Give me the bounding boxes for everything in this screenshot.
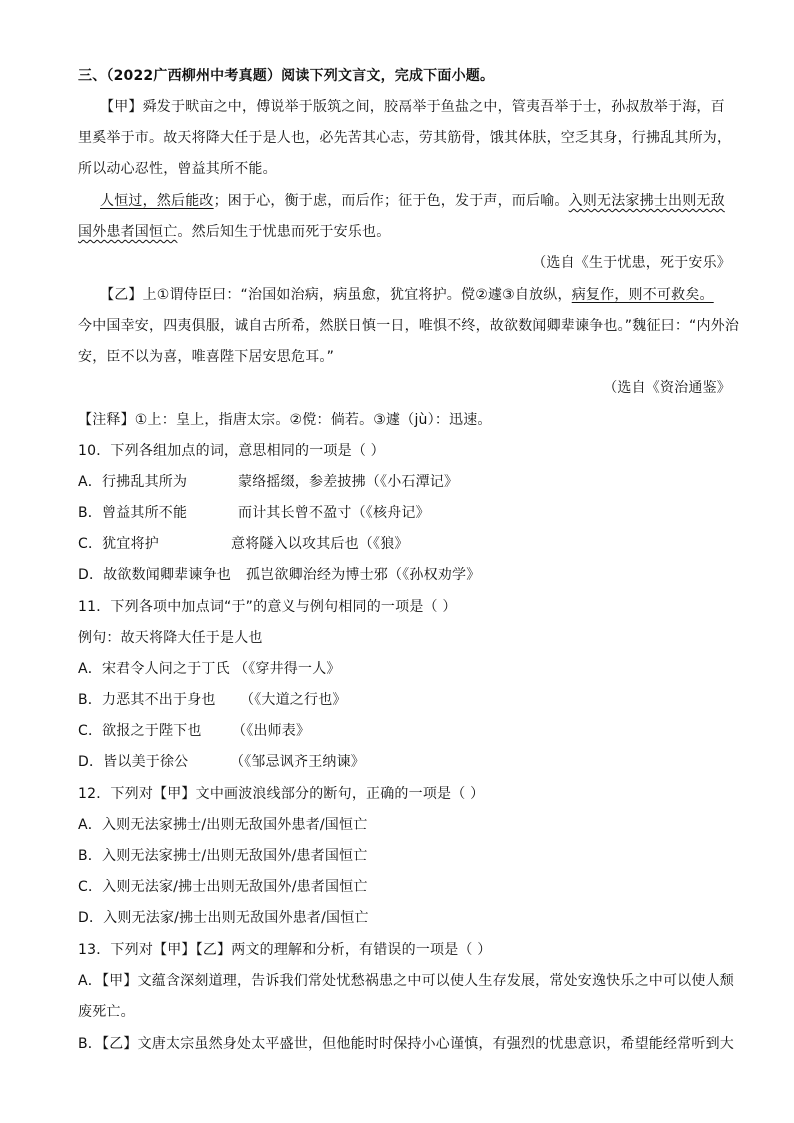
- answer-option: A．入则无法家拂士/出则无敌国外患者/国恒亡: [78, 817, 368, 833]
- option-text: D．皆以美于徐公: [78, 754, 189, 770]
- option-text: A．行拂乱其所为: [78, 474, 188, 490]
- answer-option: [78, 503, 430, 523]
- answer-option: A．【甲】文蕴含深刻道理，告诉我们常处忧愁祸患之中可以使人生存发展，常处安逸快乐之中可以使人颓: [78, 973, 734, 989]
- passage-jia-line: 所以动心忍性，曾益其所不能。: [78, 161, 277, 177]
- answer-option: [78, 721, 310, 741]
- section-header: 三、（2022广西柳州中考真题）阅读下列文言文，完成下面小题。: [78, 68, 495, 84]
- passage-jia-paragraph: [78, 222, 390, 242]
- wavy-underlined-phrase: 国外患者国恒亡: [78, 224, 178, 240]
- passage-jia-paragraph: [100, 191, 725, 211]
- answer-option: [78, 752, 365, 772]
- annotation-note: 【注释】①上：皇上，指唐太宗。②傥：倘若。③遽（jù）：迅速。: [78, 412, 492, 428]
- answer-option: [78, 690, 347, 710]
- answer-option: B．【乙】文唐太宗虽然身处太平盛世，但他能时时保持小心谨慎，有强烈的忧患意识，希望能经常听到大: [78, 1036, 735, 1052]
- passage-text: ；困于心，衡于虑，而后作；征于色，发于声，而后喻。: [213, 193, 569, 209]
- option-reference: （《穿井得一人》: [234, 661, 341, 677]
- answer-option: [78, 659, 341, 679]
- underlined-phrase: 人恒过，然后能改: [100, 193, 214, 209]
- answer-option: [78, 534, 409, 554]
- option-reference: 孤岂欲卿治经为博士邪（《孙权劝学》: [246, 567, 481, 583]
- passage-yi-line: [100, 285, 714, 305]
- question-stem: 12．下列对【甲】文中画波浪线部分的断句，正确的一项是（ ）: [78, 786, 485, 802]
- source-citation: （选自《资治通鉴》: [603, 380, 731, 396]
- underlined-phrase: 病复作，则不可救矣。: [571, 287, 714, 303]
- answer-option: D．入则无法家/拂士出则无敌国外患者/国恒亡: [78, 910, 369, 926]
- option-reference: 蒙络摇缀，参差披拂（《小石潭记》: [238, 474, 459, 490]
- passage-jia-line: 里奚举于市。故天将降大任于是人也，必先苦其心志，劳其筋骨，饿其体肤，空乏其身，行拂乱其所为，: [78, 130, 732, 146]
- option-text: C．欲报之于陛下也: [78, 723, 202, 739]
- option-reference: （《大道之行也》: [240, 692, 347, 708]
- option-reference: 意将隧入以攻其后也（《狼》: [231, 536, 409, 552]
- option-text: C．犹宜将护: [78, 536, 159, 552]
- option-reference: 而计其长曾不盈寸（《核舟记》: [238, 505, 430, 521]
- answer-option: [78, 472, 458, 492]
- question-stem: 11．下列各项中加点词“于”的意义与例句相同的一项是（ ）: [78, 599, 457, 615]
- option-text: D．故欲数闻卿辈谏争也: [78, 567, 231, 583]
- passage-jia-line: 【甲】舜发于畎亩之中，傅说举于版筑之间，胶鬲举于鱼盐之中，管夷吾举于士，孙叔敖举于海，百: [100, 99, 725, 115]
- example-sentence: 例句：故天将降大任于是人也: [78, 630, 263, 646]
- option-reference: （《出师表》: [232, 723, 311, 739]
- passage-text: 。然后知生于忧患而死于安乐也。: [177, 224, 391, 240]
- option-reference: （《邹忌讽齐王纳谏》: [230, 754, 365, 770]
- option-text: B．力恶其不出于身也: [78, 692, 216, 708]
- answer-option: [78, 565, 480, 585]
- answer-option-continued: 废死亡。: [78, 1004, 135, 1020]
- question-stem: 13．下列对【甲】【乙】两文的理解和分析，有错误的一项是（ ）: [78, 942, 492, 958]
- option-text: A．宋君令人问之于丁氏: [78, 661, 230, 677]
- wavy-underlined-phrase: 入则无法家拂士出则无敌: [568, 193, 725, 209]
- passage-text: 【乙】上①谓侍臣曰：“治国如治病，病虽愈，犹宜将护。傥②遽③自放纵，: [100, 287, 572, 303]
- passage-yi-line: 今中国幸安，四夷俱服，诚自古所希，然朕日慎一日，唯惧不终，故欲数闻卿辈谏争也。”魏征曰：“内外治: [78, 318, 740, 334]
- answer-option: B．入则无法家拂士/出则无敌国外/患者国恒亡: [78, 848, 368, 864]
- option-text: B．曾益其所不能: [78, 505, 188, 521]
- question-stem: 10．下列各组加点的词，意思相同的一项是（ ）: [78, 443, 385, 459]
- passage-yi-line: 安，臣不以为喜，唯喜陛下居安思危耳。”: [78, 349, 335, 365]
- answer-option: C．入则无法家/拂士出则无敌国外/患者国恒亡: [78, 879, 368, 895]
- source-citation: （选自《生于忧患，死于安乐》: [532, 255, 731, 271]
